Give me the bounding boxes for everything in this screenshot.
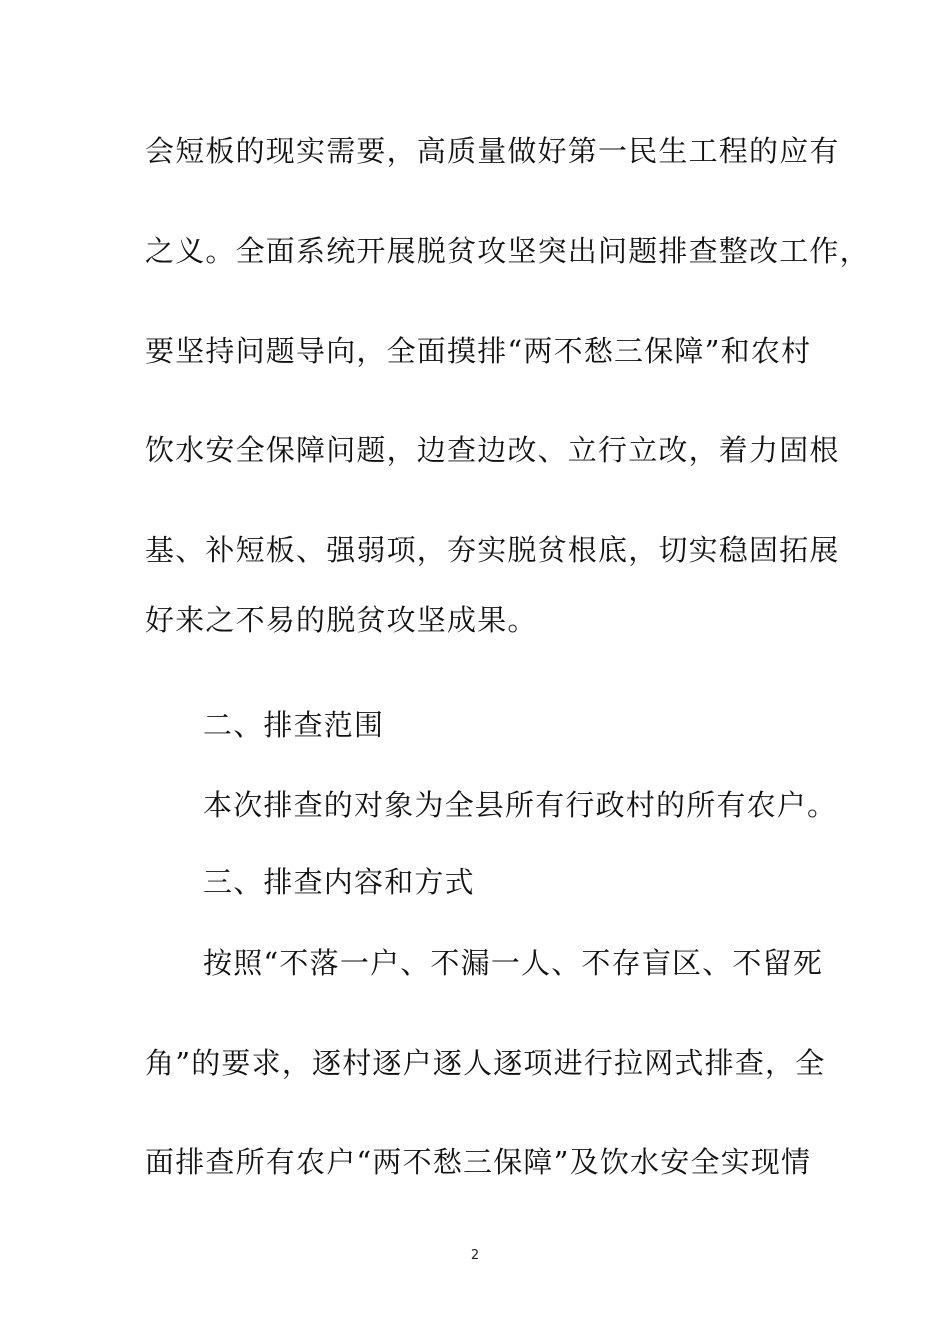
paragraph-line: 按照“不落一户、不漏一人、不存盲区、不留死 bbox=[203, 946, 824, 980]
paragraph-line: 要坚持问题导向，全面摸排“两不愁三保障”和农村 bbox=[145, 334, 812, 368]
page-number: 2 bbox=[470, 1248, 480, 1263]
paragraph-line: 之义。全面系统开展脱贫攻坚突出问题排查整改工作， bbox=[145, 234, 870, 268]
paragraph-line: 饮水安全保障问题，边查边改、立行立改，着力固根 bbox=[145, 433, 840, 467]
paragraph-line: 本次排查的对象为全县所有行政村的所有农户。 bbox=[203, 788, 838, 822]
paragraph-line: 基、补短板、强弱项，夯实脱贫根底，切实稳固拓展 bbox=[145, 533, 840, 567]
paragraph-line: 好来之不易的脱贫攻坚成果。 bbox=[145, 603, 538, 637]
paragraph-line: 会短板的现实需要，高质量做好第一民生工程的应有 bbox=[145, 134, 840, 168]
section-heading: 三、排查内容和方式 bbox=[203, 865, 475, 899]
paragraph-line: 面排查所有农户“两不愁三保障”及饮水安全实现情 bbox=[145, 1145, 812, 1179]
section-heading: 二、排查范围 bbox=[203, 708, 385, 742]
paragraph-line: 角”的要求，逐村逐户逐人逐项进行拉网式排查，全 bbox=[145, 1046, 826, 1080]
